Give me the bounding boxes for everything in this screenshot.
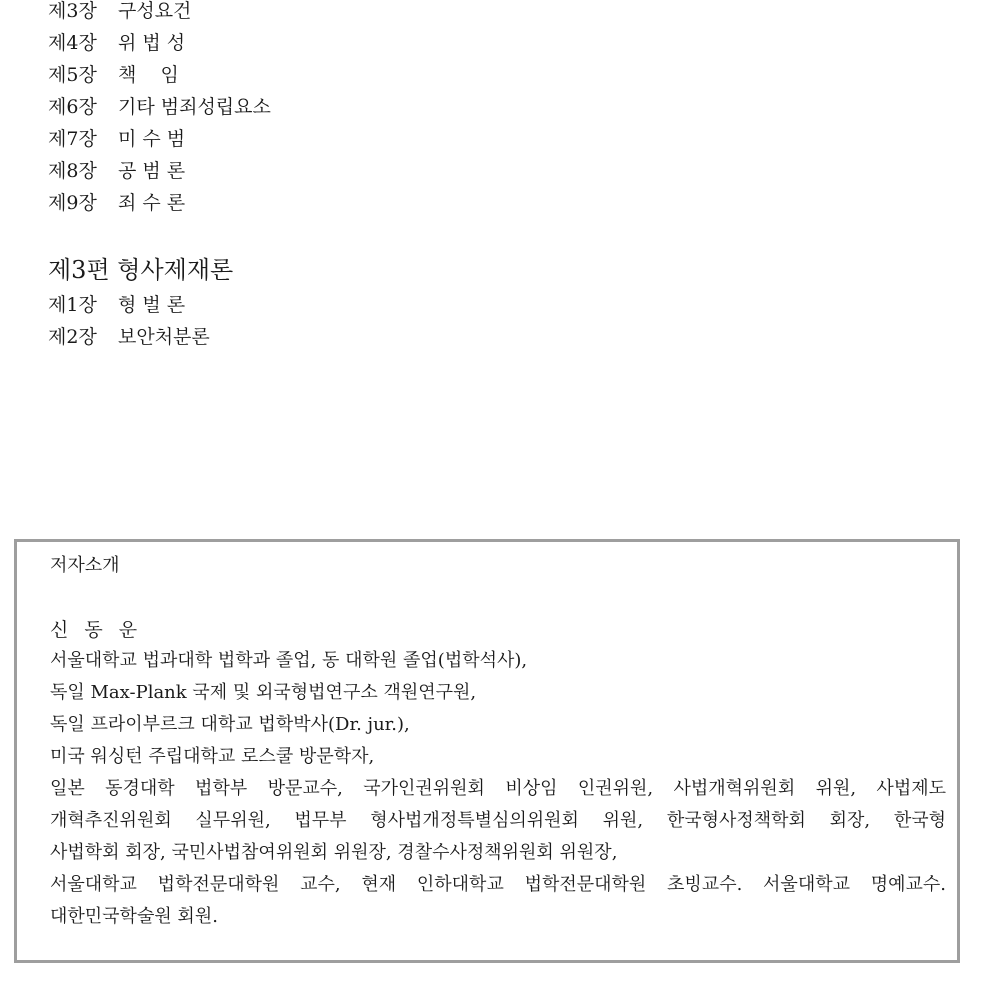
- toc-part2-chapter-list: [48, 0, 271, 223]
- toc-chapter: [48, 31, 271, 63]
- toc-chapter: [48, 63, 271, 95]
- author-info-box: [14, 539, 960, 963]
- bio-line: 독일 Max-Plank 국제 및 외국형법연구소 객원연구원,: [50, 682, 477, 703]
- bio-line: 대한민국학술원 회원.: [50, 906, 218, 927]
- bio-line: 독일 프라이부르크 대학교 법학박사(Dr. jur.),: [50, 714, 410, 735]
- bio-line: 개혁추진위원회 실무위원, 법무부 형사법개정특별심의위원회 위원, 한국형사정책학회 회장, 한국형: [50, 810, 946, 831]
- chapter-number: 제2장: [48, 326, 97, 348]
- chapter-title: 죄 수 론: [118, 192, 186, 214]
- chapter-number: 제3장: [48, 0, 97, 22]
- bio-line: 사법학회 회장, 국민사법참여위원회 위원장, 경찰수사정책위원회 위원장,: [50, 842, 618, 863]
- chapter-number: 제4장: [48, 32, 97, 54]
- toc-chapter: [48, 159, 271, 191]
- bio-line: 미국 워싱턴 주립대학교 로스쿨 방문학자,: [50, 746, 375, 767]
- chapter-title: 보안처분론: [118, 326, 210, 348]
- chapter-number: 제6장: [48, 96, 97, 118]
- chapter-number: 제9장: [48, 192, 97, 214]
- toc-chapter: [48, 191, 271, 223]
- chapter-title: 공 범 론: [118, 160, 186, 182]
- bio-line: 일본 동경대학 법학부 방문교수, 국가인권위원회 비상임 인권위원, 사법개혁위원회 위원, 사법제도: [50, 778, 946, 799]
- chapter-number: 제5장: [48, 64, 97, 86]
- chapter-number: 제1장: [48, 294, 97, 316]
- chapter-title: 위 법 성: [118, 32, 186, 54]
- chapter-title: 기타 범죄성립요소: [118, 96, 271, 118]
- chapter-title: 형 벌 론: [118, 294, 186, 316]
- toc-chapter: [48, 325, 210, 357]
- part3-title: 제3편 형사제재론: [48, 256, 234, 284]
- toc-chapter: [48, 95, 271, 127]
- author-bio: [50, 648, 946, 936]
- bio-line: 서울대학교 법학전문대학원 교수, 현재 인하대학교 법학전문대학원 초빙교수. 서울대학교 명예교수.: [50, 874, 946, 895]
- chapter-title: 구성요건: [118, 0, 192, 22]
- toc-chapter: [48, 293, 210, 325]
- chapter-title: 미 수 범: [118, 128, 186, 150]
- author-name: 신 동 운: [50, 619, 143, 641]
- toc-chapter: [48, 0, 271, 31]
- toc-part3-chapter-list: [48, 293, 210, 357]
- bio-line: 서울대학교 법과대학 법학과 졸업, 동 대학원 졸업(법학석사),: [50, 650, 528, 671]
- chapter-number: 제7장: [48, 128, 97, 150]
- author-heading: 저자소개: [50, 555, 120, 576]
- toc-chapter: [48, 127, 271, 159]
- chapter-title: 책 임: [118, 64, 179, 86]
- chapter-number: 제8장: [48, 160, 97, 182]
